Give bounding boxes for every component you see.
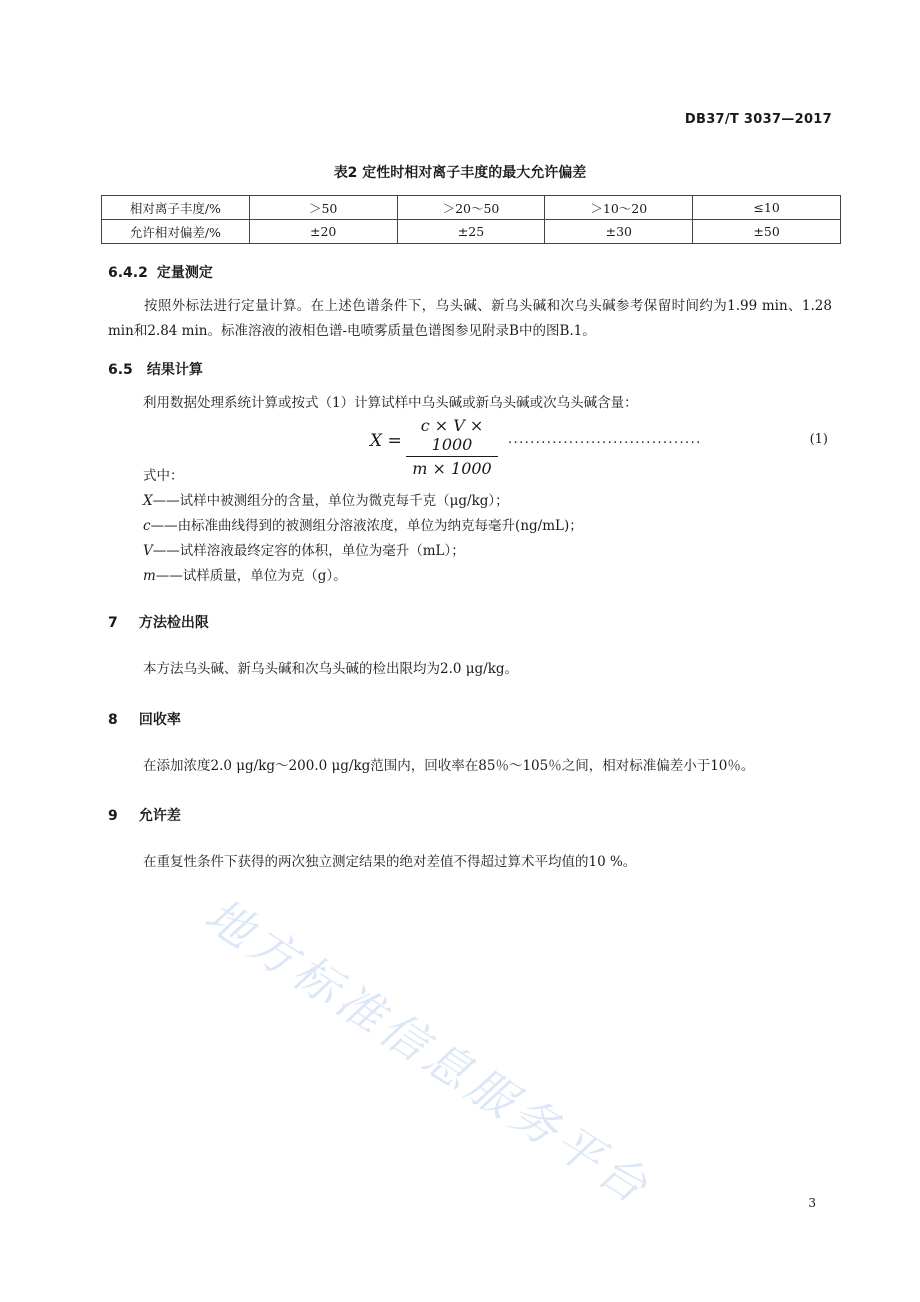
variable-symbol: m xyxy=(143,568,156,584)
variable-description: ——试样溶液最终定容的体积，单位为毫升（mL）； xyxy=(152,543,465,559)
section-heading-8 xyxy=(108,709,181,729)
section-title: 定量测定 xyxy=(156,265,213,281)
section-title: 回收率 xyxy=(138,712,181,728)
section-title: 允许差 xyxy=(138,808,181,824)
variable-definition xyxy=(143,489,509,514)
variable-description: ——试样质量，单位为克（g）。 xyxy=(155,568,347,584)
paragraph-tolerance: 在重复性条件下获得的两次独立测定结果的绝对差值不得超过算术平均值的10 %。 xyxy=(143,854,637,870)
table-row xyxy=(102,196,841,220)
section-heading-6-4-2 xyxy=(108,262,213,282)
formula-leader-dots: ................................... xyxy=(508,432,702,447)
document-code: DB37/T 3037—2017 xyxy=(684,112,832,127)
variable-definition xyxy=(143,539,465,564)
formula-fraction xyxy=(406,416,498,478)
paragraph-calculation-intro: 利用数据处理系统计算或按式（1）计算试样中乌头碱或新乌头碱或次乌头碱含量： xyxy=(143,395,638,411)
table-cell: ≤10 xyxy=(693,196,841,220)
table-cell: ±50 xyxy=(693,220,841,244)
formula-denominator: m × 1000 xyxy=(412,459,492,478)
variable-symbol: V xyxy=(143,543,153,559)
watermark: 地方标准信息服务平台 xyxy=(195,887,662,1217)
variable-description: ——由标准曲线得到的被测组分溶液浓度，单位为纳克每毫升(ng/mL)； xyxy=(150,518,583,534)
section-number: 8 xyxy=(108,712,118,728)
variable-description: ——试样中被测组分的含量，单位为微克每千克（μg/kg）； xyxy=(152,493,509,509)
table-cell: ＞20～50 xyxy=(397,196,545,220)
variable-symbol: X xyxy=(143,493,153,509)
table-cell: ±30 xyxy=(545,220,693,244)
table-cell: ＞50 xyxy=(249,196,397,220)
variable-definition xyxy=(143,514,583,539)
table-row xyxy=(102,220,841,244)
table-cell: 相对离子丰度/% xyxy=(102,196,250,220)
section-heading-9 xyxy=(108,805,181,825)
table-caption: 表2 定性时相对离子丰度的最大允许偏差 xyxy=(333,165,587,181)
section-number: 7 xyxy=(108,615,118,631)
where-label: 式中： xyxy=(143,468,184,484)
section-title: 结果计算 xyxy=(146,362,203,378)
table-cell: ±25 xyxy=(397,220,545,244)
table-cell: 允许相对偏差/% xyxy=(102,220,250,244)
section-title: 方法检出限 xyxy=(138,615,209,631)
ion-abundance-table xyxy=(101,195,841,244)
formula-numerator: c × V × 1000 xyxy=(406,416,498,457)
section-heading-6-5 xyxy=(108,359,203,379)
section-number: 9 xyxy=(108,808,118,824)
paragraph-detection-limit: 本方法乌头碱、新乌头碱和次乌头碱的检出限均为2.0 μg/kg。 xyxy=(143,661,519,677)
formula-number: (1) xyxy=(809,432,828,447)
variable-definition xyxy=(143,564,347,589)
page-number: 3 xyxy=(808,1196,816,1210)
section-number: 6.5 xyxy=(108,362,133,378)
table-cell: ±20 xyxy=(249,220,397,244)
formula-lhs: X = xyxy=(370,431,402,451)
paragraph-quantitation: 按照外标法进行定量计算。在上述色谱条件下，乌头碱、新乌头碱和次乌头碱参考保留时间约为1.99 min、1.28 min和2.84 min。标准溶液的液相色谱-电喷雾质量色谱图参见附录B中的图B.1。 xyxy=(108,298,832,339)
paragraph-recovery: 在添加浓度2.0 μg/kg～200.0 μg/kg范围内，回收率在85％～105％之间，相对标准偏差小于10％。 xyxy=(143,758,755,774)
section-number: 6.4.2 xyxy=(108,265,148,281)
section-heading-7 xyxy=(108,612,209,632)
variable-symbol: c xyxy=(143,518,151,534)
table-cell: ＞10～20 xyxy=(545,196,693,220)
